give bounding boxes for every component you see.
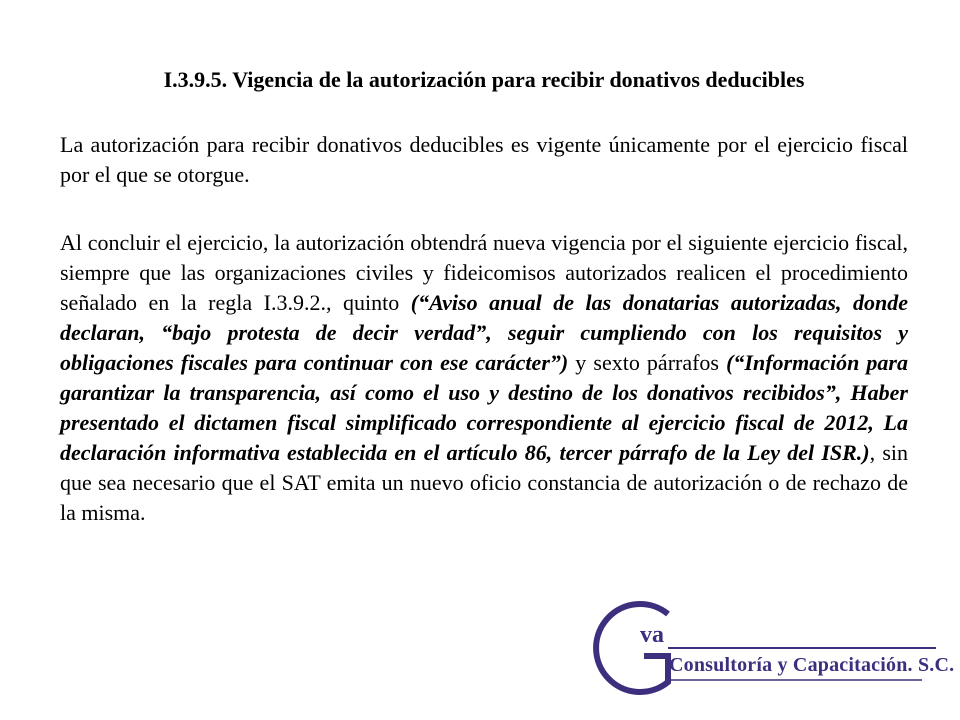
slide-title: I.3.9.5. Vigencia de la autorización para recibir donativos deducibles (163, 67, 805, 92)
paragraph-renewal-text-1: Al concluir el ejercicio, la autorización obtendrá nueva vigencia por el siguiente ejercicio fiscal, siempre que las organizaciones civiles y fideicomisos autorizados realicen el procedimiento señalado en la regla I.3.9.2., quinto (60, 230, 908, 315)
logo-g-arc (596, 604, 668, 692)
paragraph-validity: La autorización para recibir donativos deducibles es vigente únicamente por el ejercicio fiscal por el que se otorgue. (60, 132, 908, 187)
logo-letters: va (640, 622, 664, 648)
company-logo (580, 598, 936, 702)
paragraph-renewal (60, 228, 908, 528)
emphasis-transparency: (“Información para garantizar la transparencia, así como el uso y destino de los donativos recibidos”, Haber presentado el dictamen fiscal simplificado correspondiente al ejercicio fiscal de 2012, La declaración informativa establecida en el artículo 86, tercer párrafo de la Ley del ISR.) (60, 350, 908, 465)
paragraph-renewal-text-3: , sin que sea necesario que el SAT emita un nuevo oficio constancia de autorización o de rechazo de la misma. (60, 440, 908, 525)
paragraph-renewal-text-2: y sexto párrafos (568, 350, 727, 375)
company-name: Consultoría y Capacitación. S.C. (669, 654, 955, 676)
emphasis-annual-notice: (“Aviso anual de las donatarias autorizadas, donde declaran, “bajo protesta de decir verdad”, seguir cumpliendo con los requisitos y obligaciones fiscales para continuar con ese carácter”) (60, 290, 908, 375)
